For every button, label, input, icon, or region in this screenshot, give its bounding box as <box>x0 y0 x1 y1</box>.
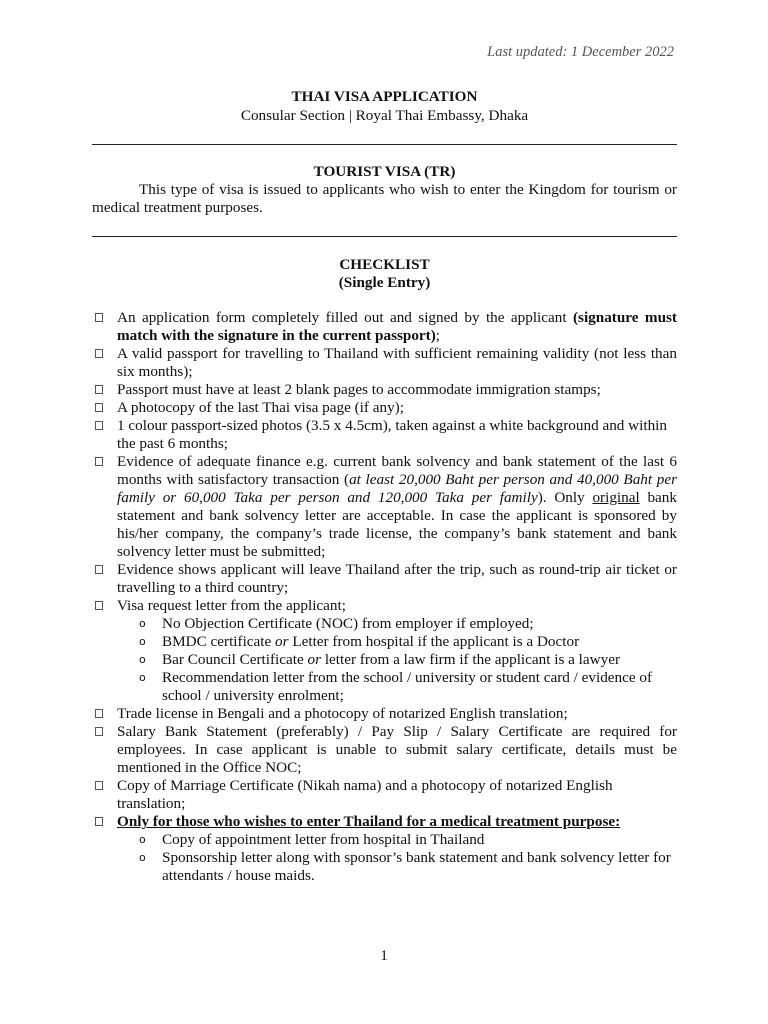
divider <box>92 144 677 145</box>
list-item: Only for those who wishes to enter Thailand for a medical treatment purpose: <box>92 813 677 831</box>
divider <box>92 236 677 237</box>
checkbox-icon <box>95 601 103 610</box>
checkbox-icon <box>95 403 103 412</box>
list-item: Passport must have at least 2 blank pages to accommodate immigration stamps; <box>92 381 677 399</box>
sub-list-item: o Sponsorship letter along with sponsor’s bank statement and bank solvency letter for attendants / house maids. <box>139 849 671 884</box>
checkbox-icon <box>95 727 103 736</box>
checklist-heading: CHECKLIST <box>339 256 430 273</box>
sub-list-item: o Recommendation letter from the school / university or student card / evidence of school / university enrolment; <box>139 669 653 704</box>
list-item: An application form completely filled out and signed by the applicant (signature must match with the signature in the current passport); <box>92 309 677 345</box>
list-item: A valid passport for travelling to Thailand with sufficient remaining validity (not less than six months); <box>92 345 677 381</box>
list-item: Evidence shows applicant will leave Thailand after the trip, such as round-trip air ticket or travelling to a third country; <box>92 561 677 597</box>
document-title: THAI VISA APPLICATION <box>291 88 478 105</box>
checkbox-icon <box>95 457 103 466</box>
checkbox-icon <box>95 781 103 790</box>
checkbox-icon <box>95 709 103 718</box>
sub-list-item: o Bar Council Certificate or letter from a law firm if the applicant is a lawyer <box>139 651 621 668</box>
sub-list-item: o BMDC certificate or Letter from hospital if the applicant is a Doctor <box>139 633 580 650</box>
checklist-subheading: (Single Entry) <box>338 274 431 291</box>
circle-bullet-icon: o <box>139 617 146 630</box>
tourist-visa-description: This type of visa is issued to applicants who wish to enter the Kingdom for tourism or medical treatment purposes. <box>92 181 677 216</box>
checkbox-icon <box>95 385 103 394</box>
checkbox-icon <box>95 313 103 322</box>
list-item: Trade license in Bengali and a photocopy of notarized English translation; <box>92 705 677 723</box>
list-item: A photocopy of the last Thai visa page (if any); <box>92 399 677 417</box>
document-subtitle: Consular Section | Royal Thai Embassy, Dhaka <box>240 107 529 124</box>
list-item: Salary Bank Statement (preferably) / Pay Slip / Salary Certificate are required for employees. In case applicant is unable to submit salary certificate, details must be mentioned in the Office NOC; <box>92 723 677 777</box>
list-item: 1 colour passport-sized photos (3.5 x 4.5cm), taken against a white background and within the past 6 months; <box>92 417 677 453</box>
circle-bullet-icon: o <box>139 635 146 648</box>
circle-bullet-icon: o <box>139 833 146 846</box>
list-item: Copy of Marriage Certificate (Nikah nama) and a photocopy of notarized English translation; <box>92 777 677 813</box>
last-updated: Last updated: 1 December 2022 <box>487 44 674 60</box>
sub-list-item: o No Objection Certificate (NOC) from employer if employed; <box>139 615 534 632</box>
circle-bullet-icon: o <box>139 653 146 666</box>
list-item: Visa request letter from the applicant; <box>92 597 677 615</box>
sub-list-item: o Copy of appointment letter from hospital in Thailand <box>139 831 485 848</box>
checkbox-icon <box>95 421 103 430</box>
list-item: Evidence of adequate finance e.g. current bank solvency and bank statement of the last 6 months with satisfactory transaction (at least 20,000 Baht per person and 40,000 Baht per family or 60,000 Taka per person and 120,000 Taka per family). Only original bank statement and bank solvency letter are acceptable. In case the applicant is sponsored by his/her company, the company’s trade license, the company’s bank statement and bank solvency letter must be submitted; <box>92 453 677 561</box>
checkbox-icon <box>95 349 103 358</box>
checkbox-icon <box>95 565 103 574</box>
circle-bullet-icon: o <box>139 671 146 684</box>
page-number: 1 <box>380 947 388 964</box>
tourist-visa-heading: TOURIST VISA (TR) <box>313 163 456 180</box>
circle-bullet-icon: o <box>139 851 146 864</box>
checklist <box>92 309 677 885</box>
checkbox-icon <box>95 817 103 826</box>
